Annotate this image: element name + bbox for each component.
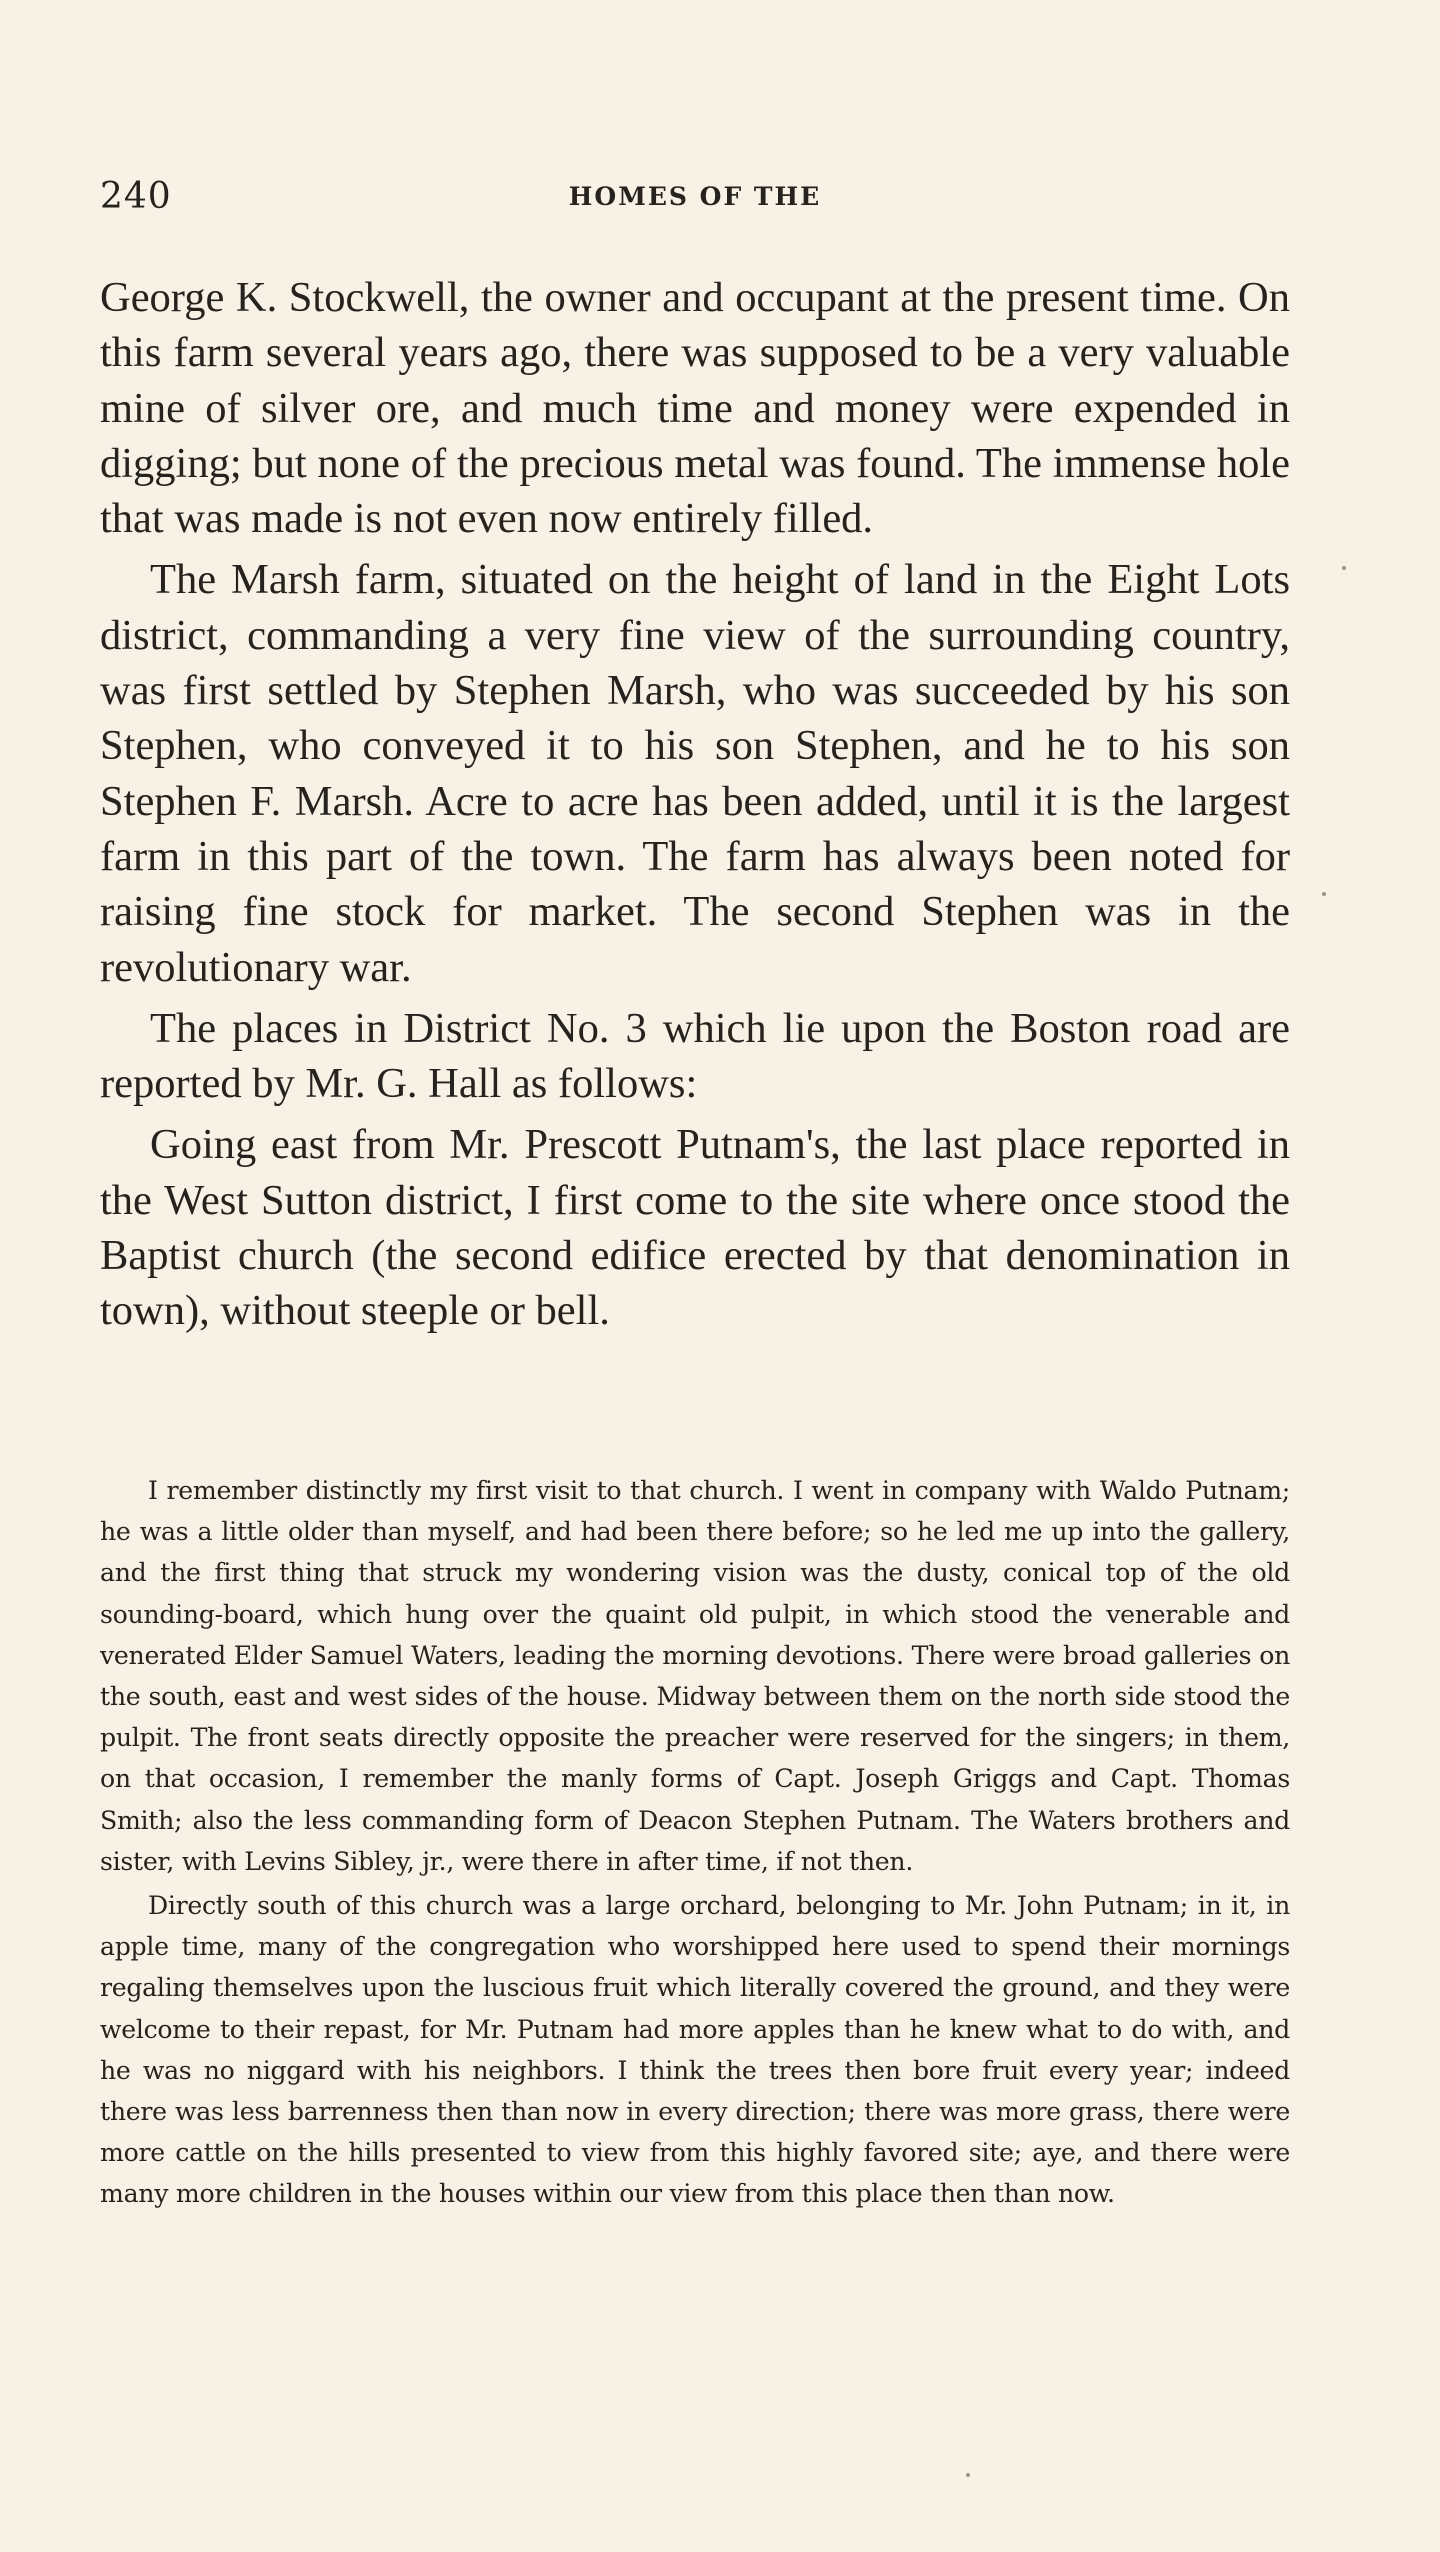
paragraph-stockwell: George K. Stockwell, the owner and occupant at the present time. On this farm several years ago, there was supposed to be a very valuable mine of silver ore, and much time and money were expended in digging; but none of the precious metal was found. The immense hole that was made is not even now entirely filled. [100,274,1290,543]
paragraph-marsh-farm: The Marsh farm, situated on the height of land in the Eight Lots district, commanding a very fine view of the surrounding country, was first settled by Stephen Marsh, who was succeeded by his son Stephen, who conveyed it to his son Stephen, and he to his son Stephen F. Marsh. Acre to acre has been added, until it is the largest farm in this part of the town. The farm has always been noted for raising fine stock for market. The second Stephen was in the revolutionary war. [100,556,1290,991]
paper-speck [1342,566,1346,570]
paper-speck [966,2473,970,2477]
quote-orchard: Directly south of this church was a large orchard, belonging to Mr. John Putnam; in it, in apple time, many of the congregation who worshipped here used to spend their mornings regaling themselves upon the luscious fruit which literally covered the ground, and they were welcome to their repast, for Mr. Putnam had more apples than he knew what to do with, and he was no niggard with his neighbors. I think the trees then bore fruit every year; indeed there was less barrenness then than now in every direction; there was more grass, there were more cattle on the hills presented to view from this highly favored site; aye, and there were many more children in the houses within our view from this place then than now. [100,1891,1290,2209]
running-title: HOMES OF THE [568,182,822,211]
page-number: 240 [100,176,172,217]
paragraph-district-3: The places in District No. 3 which lie upon the Boston road are reported by Mr. G. Hall as follows: [100,1004,1290,1108]
paragraph-baptist-church: Going east from Mr. Prescott Putnam's, the last place reported in the West Sutton district, I first come to the site where once stood the Baptist church (the second edifice erected by that denomination in town), without steeple or bell. [100,1121,1290,1335]
quoted-recollection [100,1470,1290,2218]
main-text [100,270,1290,1345]
paper-speck [1322,892,1326,896]
running-header [100,176,1290,228]
quote-first-visit: I remember distinctly my first visit to that church. I went in company with Waldo Putnam; he was a little older than myself, and had been there before; so he led me up into the gallery, and the first thing that struck my wondering vision was the dusty, conical top of the old sounding-board, which hung over the quaint old pulpit, in which stood the venerable and venerated Elder Samuel Waters, leading the morning devotions. There were broad galleries on the south, east and west sides of the house. Midway between them on the north side stood the pulpit. The front seats directly opposite the preacher were reserved for the singers; in them, on that occasion, I remember the manly forms of Capt. Joseph Griggs and Capt. Thomas Smith; also the less commanding form of Deacon Stephen Putnam. The Waters brothers and sister, with Levins Sibley, jr., were there in after time, if not then. [100,1476,1290,1876]
